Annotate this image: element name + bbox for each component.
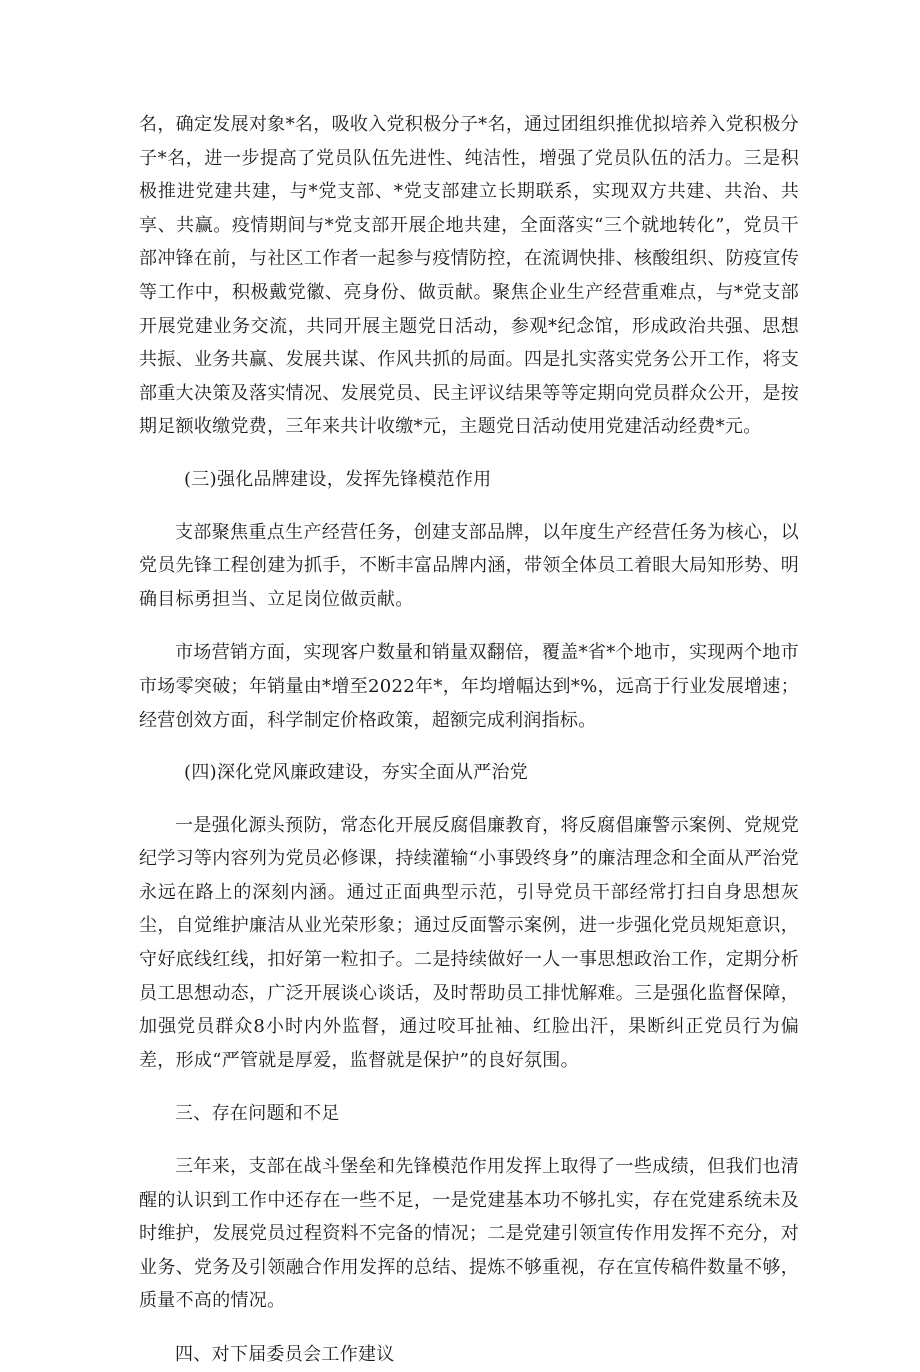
paragraph-marketing: 市场营销方面，实现客户数量和销量双翻倍，覆盖*省*个地市，实现两个地市市场零突破；年销量由*增至2022年*，年均增幅达到*%，远高于行业发展增速；经营创效方面，科学制定价格政策，超额完成利润指标。 bbox=[139, 642, 799, 731]
section-heading-problems: 三、存在问题和不足 bbox=[175, 1103, 340, 1125]
paragraph-continuation: 名，确定发展对象*名，吸收入党积极分子*名，通过团组织推优拟培养入党积极分子*名，进一步提高了党员队伍先进性、纯洁性，增强了党员队伍的活力。三是积极推进党建共建，与*党支部、*党支部建立长期联系，实现双方共建、共治、共享、共赢。疫情期间与*党支部开展企地共建，全面落实“三个就地转化”，党员干部冲锋在前，与社区工作者一起参与疫情防控，在流调快排、核酸组织、防疫宣传等工作中，积极戴党徽、亮身份、做贡献。聚焦企业生产经营重难点，与*党支部开展党建业务交流，共同开展主题党日活动，参观*纪念馆，形成政治共强、思想共振、业务共赢、发展共谋、作风共抓的局面。四是扎实落实党务公开工作，将支部重大决策及落实情况、发展党员、民主评议结果等等定期向党员群众公开，是按期足额收缴党费，三年来共计收缴*元，主题党日活动使用党建活动经费*元。 bbox=[139, 114, 799, 438]
document-page bbox=[139, 108, 799, 1372]
paragraph-integrity: 一是强化源头预防，常态化开展反腐倡廉教育，将反腐倡廉警示案例、党规党纪学习等内容列为党员必修课，持续灌输“小事毁终身”的廉洁理念和全面从严治党永远在路上的深刻内涵。通过正面典型示范，引导党员干部经常打扫自身思想灰尘，自觉维护廉洁从业光荣形象；通过反面警示案例，进一步强化党员规矩意识，守好底线红线，扣好第一粒扣子。二是持续做好一人一事思想政治工作，定期分析员工思想动态，广泛开展谈心谈话，及时帮助员工排忧解难。三是强化监督保障，加强党员群众8小时内外监督，通过咬耳扯袖、红脸出汗，果断纠正党员行为偏差，形成“严管就是厚爱，监督就是保护”的良好氛围。 bbox=[139, 814, 799, 1071]
heading-integrity: (四)深化党风廉政建设，夯实全面从严治党 bbox=[184, 762, 529, 784]
paragraph-problems: 三年来，支部在战斗堡垒和先锋模范作用发挥上取得了一些成绩，但我们也清醒的认识到工作中还存在一些不足，一是党建基本功不够扎实，存在党建系统未及时维护，发展党员过程资料不完备的情况；二是党建引领宣传作用发挥不充分，对业务、党务及引领融合作用发挥的总结、提炼不够重视，存在宣传稿件数量不够，质量不高的情况。 bbox=[139, 1156, 799, 1312]
paragraph-brand: 支部聚焦重点生产经营任务，创建支部品牌，以年度生产经营任务为核心，以党员先锋工程创建为抓手，不断丰富品牌内涵，带领全体员工着眼大局知形势、明确目标勇担当、立足岗位做贡献。 bbox=[139, 521, 799, 610]
section-heading-suggestions: 四、对下届委员会工作建议 bbox=[175, 1344, 395, 1365]
heading-brand-building: (三)强化品牌建设，发挥先锋模范作用 bbox=[184, 468, 492, 490]
